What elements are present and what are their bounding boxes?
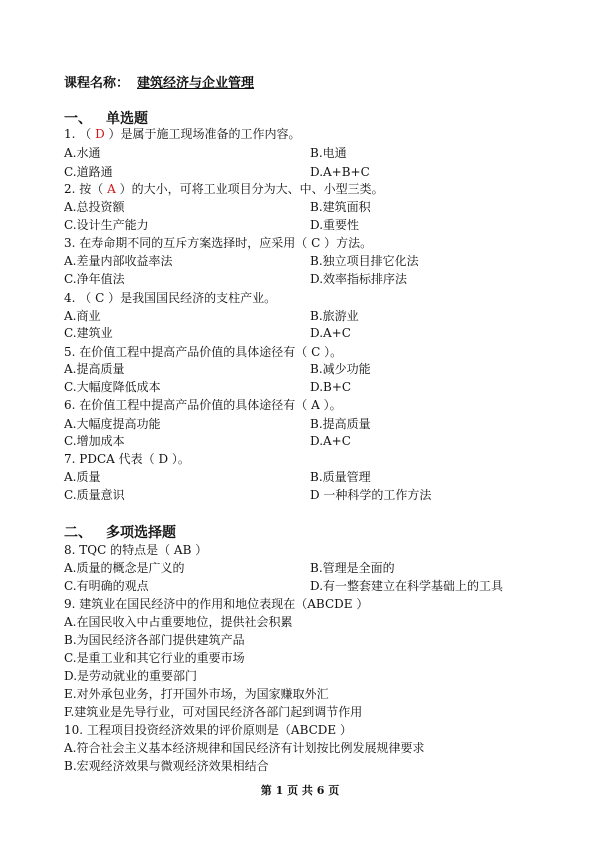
option-c: C.大幅度降低成本 (64, 380, 161, 394)
option-c: C.是重工业和其它行业的重要市场 (64, 651, 245, 665)
option-a: A.差量内部收益率法 (64, 254, 173, 268)
answer: A (311, 398, 320, 412)
option-a: A.大幅度提高功能 (64, 417, 161, 431)
question-6: 6. 在价值工程中提高产品价值的具体途径有（ A ）。 (64, 398, 342, 412)
option-a: A.提高质量 (64, 362, 125, 376)
answer: AB (173, 543, 192, 557)
option-b: B.独立项目排它化法 (310, 254, 419, 268)
option-e: E.对外承包业务，打开国外市场，为国家赚取外汇 (64, 687, 329, 701)
page-number-footer: 第 1 页 共 6 页 (260, 784, 340, 797)
option-d: D.有一整套建立在科学基础上的工具 (310, 579, 504, 593)
question-8: 8. TQC 的特点是（ AB ） (64, 543, 208, 557)
option-c: C.道路通 (64, 165, 113, 179)
question-4: 4. （ C ）是我国国民经济的支柱产业。 (64, 291, 277, 305)
answer: ABCDE (307, 597, 353, 611)
section-title: 单选题 (106, 111, 148, 127)
option-b: B.宏观经济效果与微观经济效果相结合 (64, 759, 269, 773)
question-9: 9. 建筑业在国民经济中的作用和地位表现在（ABCDE ） (64, 597, 369, 611)
option-b: B.为国民经济各部门提供建筑产品 (64, 633, 245, 647)
option-d: D.A+B+C (310, 165, 370, 179)
option-a: A.符合社会主义基本经济规律和国民经济有计划按比例发展规律要求 (64, 741, 425, 755)
answer: C (311, 345, 321, 359)
option-c: C.建筑业 (64, 326, 113, 340)
option-d: D.A+C (310, 326, 351, 340)
option-b: B.提高质量 (310, 417, 371, 431)
option-b: B.电通 (310, 146, 347, 160)
section-multiple-choice-heading (64, 522, 176, 542)
section-title: 多项选择题 (106, 525, 176, 541)
option-d: D.是劳动就业的重要部门 (64, 669, 198, 683)
question-10: 10. 工程项目投资经济效果的评价原则是（ABCDE ） (64, 723, 353, 737)
option-d: D.重要性 (310, 218, 360, 232)
answer: D (158, 452, 169, 466)
answer: A (107, 182, 116, 196)
option-d: D.A+C (310, 434, 351, 448)
option-a: A.水通 (64, 146, 101, 160)
option-a: A.商业 (64, 309, 101, 323)
option-b: B.管理是全面的 (310, 561, 395, 575)
option-b: B.旅游业 (310, 309, 359, 323)
course-name: 建筑经济与企业管理 (137, 76, 255, 91)
option-c: C.增加成本 (64, 434, 125, 448)
option-d: D 一种科学的工作方法 (310, 488, 432, 502)
course-label: 课程名称： (64, 76, 130, 91)
option-d: D.效率指标排序法 (310, 272, 408, 286)
answer: C (95, 291, 105, 305)
option-f: F.建筑业是先导行业，可对国民经济各部门起到调节作用 (64, 705, 363, 719)
answer: D (95, 127, 105, 141)
option-b: B.减少功能 (310, 362, 371, 376)
option-c: C.有明确的观点 (64, 579, 149, 593)
answer: ABCDE (290, 723, 337, 737)
section-number: 一、 (64, 111, 92, 127)
option-a: A.质量 (64, 470, 101, 484)
option-a: A.总投资额 (64, 200, 125, 214)
option-a: A.在国民收入中占重要地位，提供社会积累 (64, 615, 293, 629)
option-a: A.质量的概念是广义的 (64, 561, 185, 575)
question-1: 1. （ D ）是属于施工现场准备的工作内容。 (64, 127, 301, 141)
option-c: C.设计生产能力 (64, 218, 149, 232)
section-number: 二、 (64, 525, 92, 541)
option-b: B.建筑面积 (310, 200, 371, 214)
option-c: C.净年值法 (64, 272, 125, 286)
option-c: C.质量意识 (64, 488, 125, 502)
answer: C (311, 236, 321, 250)
question-7: 7. PDCA 代表（ D ）。 (64, 452, 190, 466)
question-2: 2. 按（ A ）的大小，可将工业项目分为大、中、小型三类。 (64, 182, 384, 196)
option-b: B.质量管理 (310, 470, 371, 484)
question-3: 3. 在寿命期不同的互斥方案选择时，应采用（ C ）方法。 (64, 236, 373, 250)
option-d: D.B+C (310, 380, 352, 394)
course-title (64, 72, 254, 91)
question-5: 5. 在价值工程中提高产品价值的具体途径有（ C ）。 (64, 345, 343, 359)
